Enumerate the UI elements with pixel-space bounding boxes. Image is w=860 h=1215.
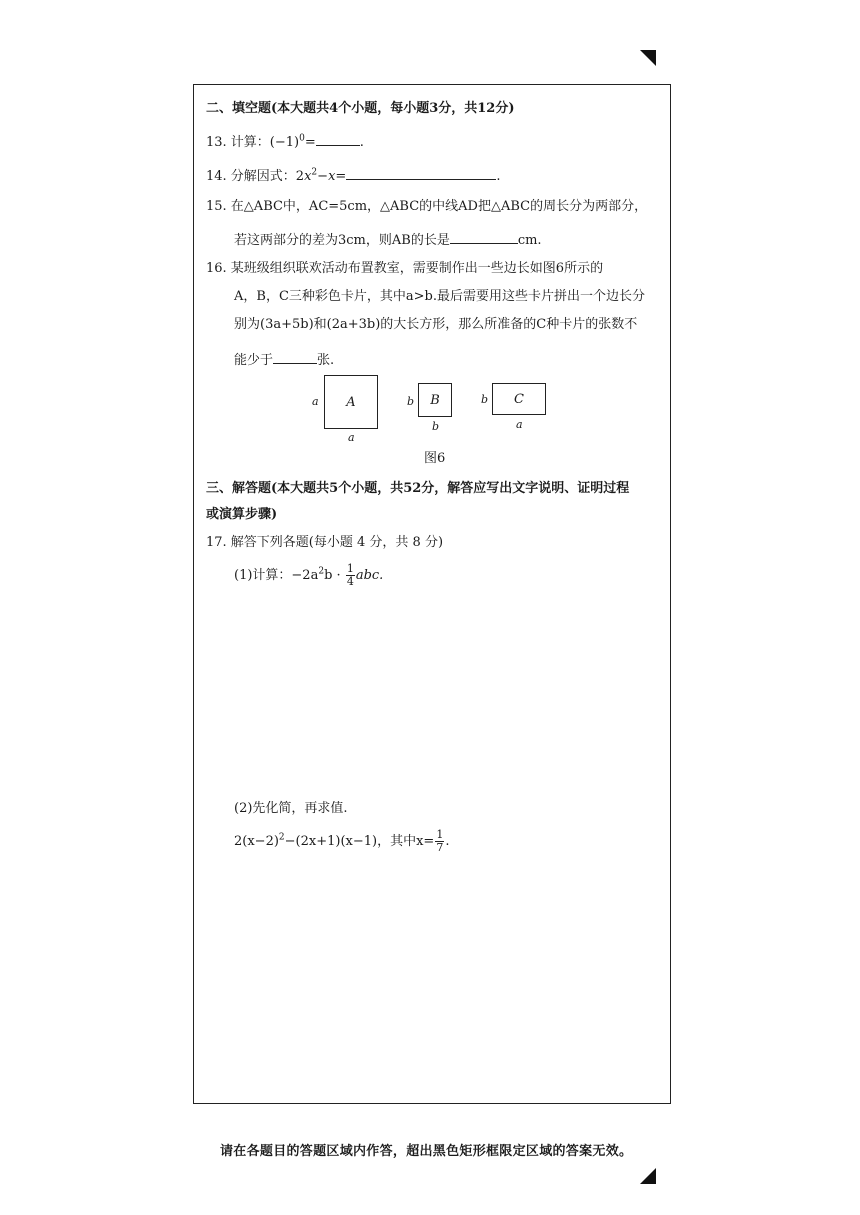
- section3-heading-line1: 三、解答题(本大题共5个小题，共52分，解答应写出文字说明、证明过程: [206, 481, 630, 496]
- figure-6-caption: 图6: [424, 451, 446, 466]
- answer-blank-13[interactable]: [316, 133, 360, 146]
- card-a: A: [324, 375, 378, 429]
- answer-region: [193, 84, 671, 1104]
- footer-notice: 请在各题目的答题区域内作答，超出黑色矩形框限定区域的答案无效。: [220, 1144, 633, 1159]
- alignment-mark-top: [640, 50, 656, 66]
- card-b: B: [418, 383, 452, 417]
- fraction-one-quarter: $\frac{1}{4}$: [346, 562, 354, 588]
- question-15-line2: 若这两部分的差为3cm，则AB的长是 cm.: [234, 233, 542, 248]
- answer-blank-14[interactable]: [346, 167, 496, 180]
- card-b-bottom-dim: b: [432, 420, 440, 433]
- question-15-line1: 15. 在△ABC中，AC=5cm，△ABC的中线AD把△ABC的周长分为两部分，: [206, 199, 648, 214]
- card-b-left-dim: b: [407, 395, 415, 408]
- card-c-bottom-dim: a: [516, 418, 523, 431]
- question-17-part2-expression: $2(x-2)^2-(2x+1)(x-1)$，其中x= $\frac{1}{7}$ .: [234, 828, 450, 854]
- answer-blank-16[interactable]: [273, 351, 317, 364]
- question-17-title: 17. 解答下列各题(每小题 4 分，共 8 分): [206, 535, 444, 550]
- question-16-line1: 16. 某班级组织联欢活动布置教室，需要制作出一些边长如图6所示的: [206, 261, 604, 276]
- question-17-part2-title: (2)先化简，再求值.: [234, 801, 348, 816]
- fraction-one-seventh: $\frac{1}{7}$: [436, 828, 444, 854]
- card-a-left-dim: a: [312, 395, 319, 408]
- question-16-line3: 别为(3a+5b)和(2a+3b)的大长方形，那么所准备的C种卡片的张数不: [234, 317, 638, 332]
- card-c-left-dim: b: [481, 393, 489, 406]
- question-14: 14. 分解因式：$2x^2-x=$ .: [206, 167, 501, 184]
- card-a-bottom-dim: a: [348, 431, 355, 444]
- alignment-mark-bottom: [640, 1168, 656, 1184]
- answer-blank-15[interactable]: [450, 231, 518, 244]
- section3-heading-line2: 或演算步骤): [206, 507, 278, 522]
- card-c: C: [492, 383, 546, 415]
- question-17-part1: (1)计算：$-2a^2b$ · $\frac{1}{4}$ abc.: [234, 562, 384, 588]
- section2-heading: 二、填空题(本大题共4个小题，每小题3分，共12分): [206, 101, 515, 116]
- question-16-line2: A，B，C三种彩色卡片，其中a>b.最后需要用这些卡片拼出一个边长分: [234, 289, 645, 304]
- question-13: 13. 计算：$(-1)^0=$ .: [206, 133, 364, 150]
- question-16-line4: 能少于 张.: [234, 353, 335, 368]
